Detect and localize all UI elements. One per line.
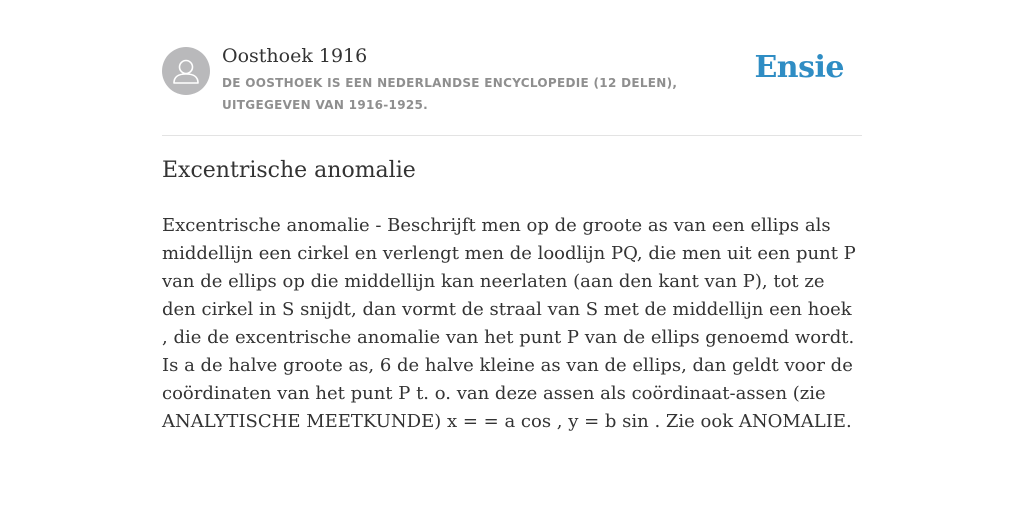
article-card <box>162 0 862 432</box>
source-name[interactable]: Oosthoek 1916 <box>222 45 368 67</box>
ensie-logo[interactable]: Ensie <box>754 50 844 85</box>
article-title: Excentrische anomalie <box>162 158 416 183</box>
source-avatar[interactable] <box>162 47 210 95</box>
source-header <box>162 0 862 136</box>
article-body: Excentrische anomalie - Beschrijft men op de groote as van een ellips als middellijn een cirkel en verlengt men de loodlijn PQ, die men uit een punt P van de ellips op die middellijn kan neerlaten (aan den kant van P), tot ze den cirkel in S snijdt, dan vormt de straal van S met de middellijn een hoek , die de excentrische anomalie van het punt P van de ellips genoemd wordt. Is a de halve groote as, 6 de halve kleine as van de ellips, dan geldt voor de coördinaten van het punt P t. o. van deze assen als coördinaat-assen (zie ANALYTISCHE MEETKUNDE) x = = a cos , y = b sin . Zie ook ANOMALIE. <box>162 215 856 432</box>
user-silhouette-icon <box>162 47 210 95</box>
source-description: DE OOSTHOEK IS EEN NEDERLANDSE ENCYCLOPEDIE (12 DELEN), UITGEGEVEN VAN 1916-1925. <box>222 76 678 112</box>
